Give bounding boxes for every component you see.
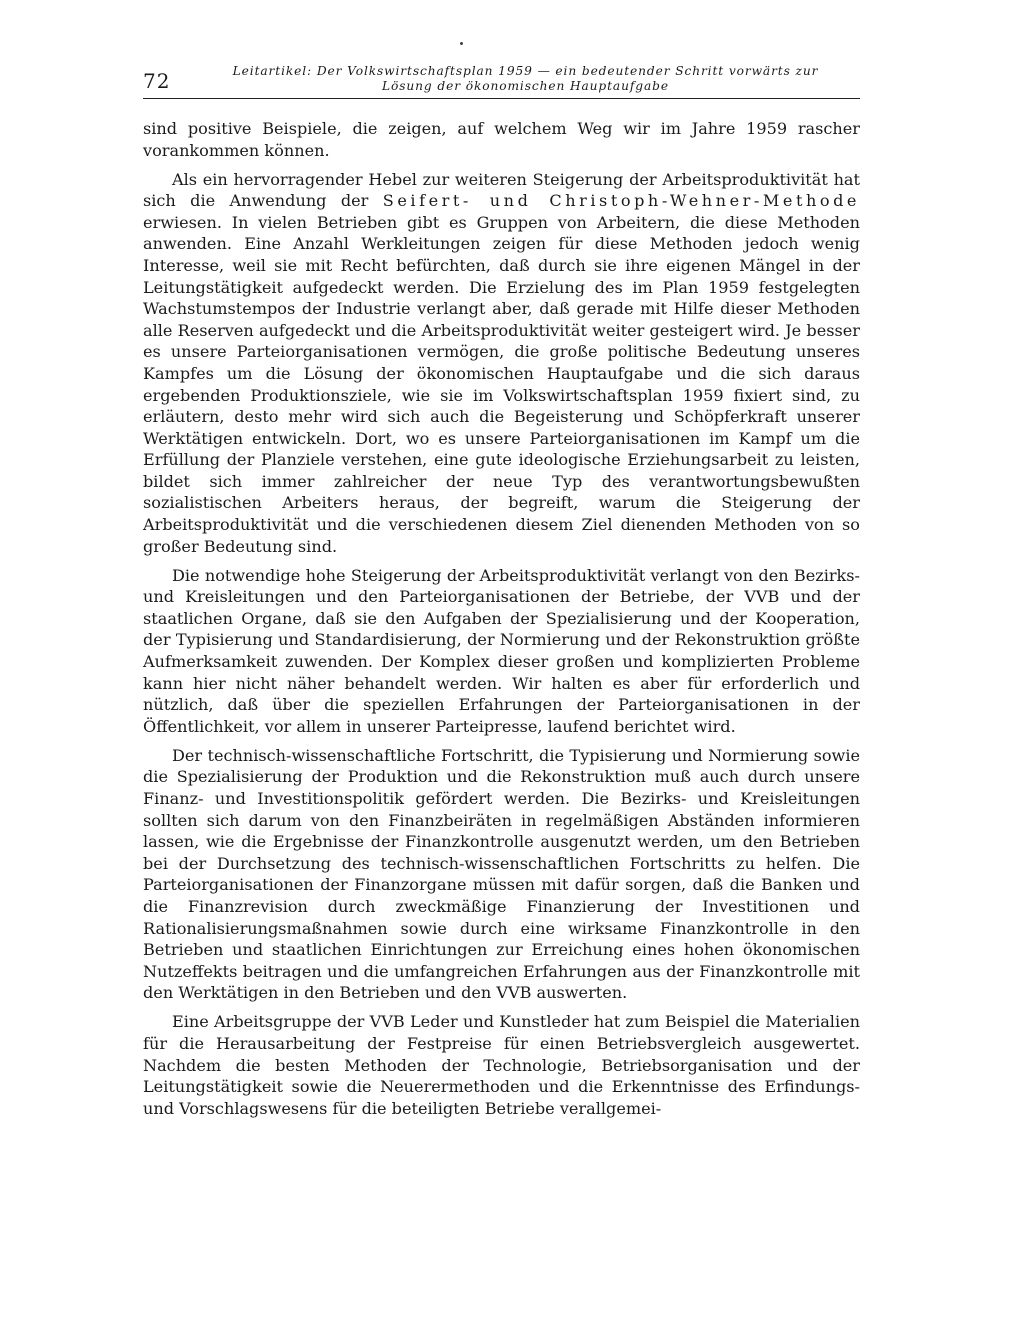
- running-title: [191, 64, 860, 94]
- paragraph-2-text-a: Als ein hervorragender Hebel zur weiteren Steigerung der Arbeitsproduktivität hat sich die Anwendung der: [143, 169, 860, 211]
- print-speck: [460, 42, 463, 45]
- paragraph-4: Der technisch-wissenschaftliche Fortschritt, die Typisierung und Normierung sowie die Spezialisierung der Produktion und die Rekonstruktion muß auch durch unsere Finanz- und Investitionspolitik gefördert werden. Die Bezirks- und Kreisleitungen sollten sich darum von den Finanzbeiräten in regelmäßigen Abständen informieren lassen, wie die Ergebnisse der Finanzkontrolle ausgenutzt werden, um den Betrieben bei der Durchsetzung des technisch-wissenschaftlichen Fortschritts zu helfen. Die Parteiorganisationen der Finanzorgane müssen mit dafür sorgen, daß die Banken und die Finanzrevision durch zweckmäßige Finanzierung der Investitionen und Rationalisierungsmaßnahmen sowie durch eine wirksame Finanzkontrolle in den Betrieben und staatlichen Einrichtungen zur Erreichung eines hohen ökonomischen Nutzeffekts beitragen und die umfangreichen Erfahrungen aus der Finanzkontrolle mit den Werktätigen in den Betrieben und den VVB auswerten.: [143, 745, 860, 1003]
- paragraph-5: Eine Arbeitsgruppe der VVB Leder und Kunstleder hat zum Beispiel die Materialien für die Herausarbeitung der Festpreise für einen Betriebsvergleich ausgewertet. Nachdem die besten Methoden der Technologie, Betriebsorganisation und der Leitungstätigkeit sowie die Neuerermethoden und die Erkenntnisse des Erfindungs- und Vorschlagswesens für die beteiligten Betriebe verallgemei-: [143, 1012, 860, 1118]
- running-title-line-1: Leitartikel: Der Volkswirtschaftsplan 1959 — ein bedeutender Schritt vorwärts zur: [232, 64, 819, 78]
- paragraph-3: Die notwendige hohe Steigerung der Arbeitsproduktivität verlangt von den Bezirks- und Kreisleitungen und den Parteiorganisationen der Betriebe, der VVB und der staatlichen Organe, daß sie den Aufgaben der Spezialisierung und der Kooperation, der Typisierung und Standardisierung, der Normierung und der Rekonstruktion größte Aufmerksamkeit zuwenden. Der Komplex dieser großen und komplizierten Probleme kann hier nicht näher behandelt werden. Wir halten es aber für erforderlich und nützlich, daß über die speziellen Erfahrungen der Parteiorganisationen in der Öffentlichkeit, vor allem in unserer Parteipresse, laufend berichtet wird.: [143, 565, 860, 736]
- page-number: 72: [143, 69, 171, 93]
- running-title-line-2: Lösung der ökonomischen Hauptaufgabe: [382, 79, 669, 93]
- article-body: [143, 118, 860, 1127]
- page-header: [143, 62, 860, 99]
- paragraph-2: [143, 169, 860, 558]
- paragraph-1: sind positive Beispiele, die zeigen, auf welchem Weg wir im Jahre 1959 rascher vorankommen können.: [143, 119, 860, 160]
- paragraph-2-text-b: erwiesen. In vielen Betrieben gibt es Gruppen von Arbeitern, die diese Methoden anwenden. Eine Anzahl Werkleitungen zeigen für diese Methoden jedoch wenig Interesse, weil sie mit Recht befürchten, daß durch sie ihre eigenen Mängel in der Leitungstätigkeit aufgedeckt werden. Die Erzielung des im Plan 1959 festgelegten Wachstumstempos der Industrie verlangt aber, daß gerade mit Hilfe dieser Methoden alle Reserven aufgedeckt und die Arbeitsproduktivität weiter gesteigert wird. Je besser es unsere Parteiorganisationen vermögen, die große politische Bedeutung unseres Kampfes um die Lösung der ökonomischen Hauptaufgabe und die sich daraus ergebenden Produktionsziele, wie sie im Volkswirtschaftsplan 1959 fixiert sind, zu erläutern, desto mehr wird sich auch die Begeisterung und Schöpferkraft unserer Werktätigen entwickeln. Dort, wo es unsere Parteiorganisationen im Kampf um die Erfüllung der Planziele verstehen, eine gute ideologische Erziehungsarbeit zu leisten, bildet sich immer zahlreicher der neue Typ des verantwortungsbewußten sozialistischen Arbeiters heraus, der begreift, warum die Steigerung der Arbeitsproduktivität und die verschiedenen diesem Ziel dienenden Methoden von so großer Bedeutung sind.: [143, 212, 860, 556]
- method-name-spaced: Seifert- und Christoph-Wehner-Methode: [382, 191, 860, 211]
